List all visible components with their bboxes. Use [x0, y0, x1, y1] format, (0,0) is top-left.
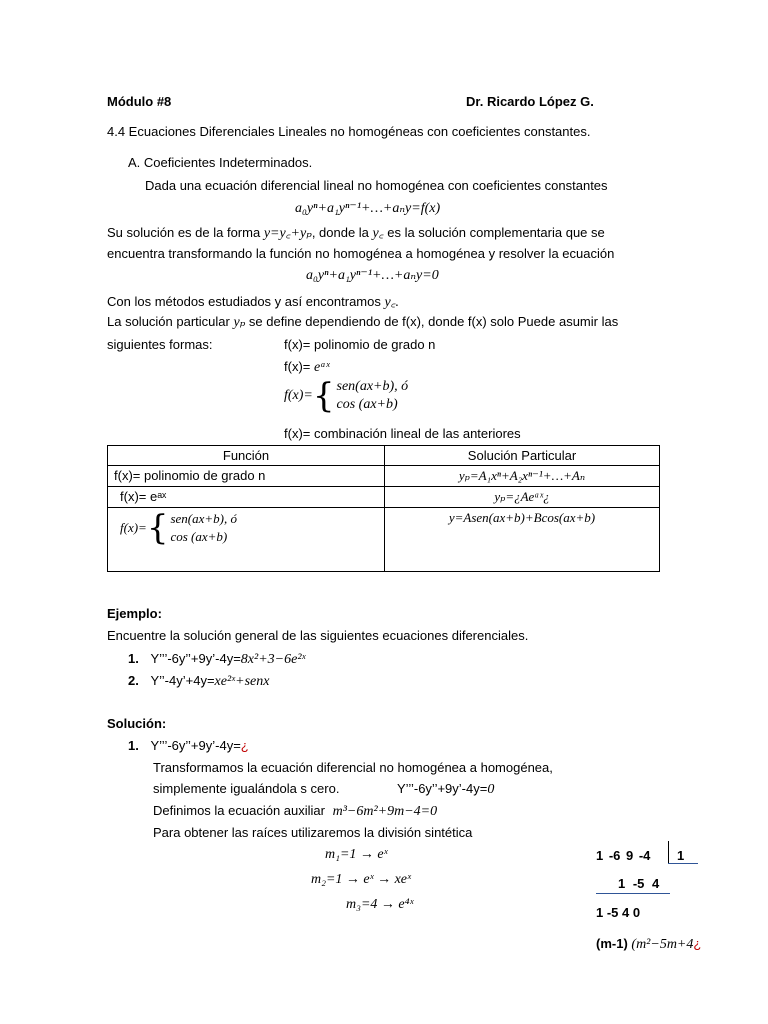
table-trig-lhs: f(x)= [120, 520, 147, 535]
example-item-lhs: Y’’’-6y’’+9y’-4y= [150, 651, 241, 666]
methods-yc: y꜀. [384, 295, 400, 310]
form-combination: f(x)= combinación lineal de las anteriores [284, 426, 521, 441]
solution-homogeneous-eq [397, 781, 494, 798]
methods-line [107, 292, 399, 311]
solution-form-text-2: , donde la [311, 225, 369, 240]
table-trig-top: sen(ax+b), ó [170, 511, 237, 526]
table-cell-function: f(x)= eᵃˣ [108, 487, 385, 508]
form-trig-bottom: cos (ax+b) [336, 397, 398, 412]
part-a-intro: Dada una ecuación diferencial lineal no homogénea con coeficientes constantes [145, 178, 608, 193]
auxiliary-text: Definimos la ecuación auxiliar [153, 803, 325, 818]
synthetic-row-result: 1 -5 4 0 [596, 905, 641, 920]
example-item-number: 2. [128, 673, 139, 688]
example-item-rhs: xe²ˣ+senx [214, 674, 270, 689]
example-item [128, 651, 305, 668]
table-header-function: Función [108, 446, 385, 466]
form-exponential [284, 359, 330, 376]
solution-form-line [107, 223, 605, 242]
solution-form-text-3: es la solución complementaria que se [387, 225, 605, 240]
form-exponential-expr: eᵃˣ [314, 360, 330, 375]
solution-item-mark: ¿ [240, 738, 249, 753]
synthetic-sum-line [596, 893, 670, 894]
example-label: Ejemplo: [107, 606, 162, 621]
root-line: m₁=1 → eˣ [325, 847, 388, 862]
particular-line [107, 314, 618, 331]
synthetic-row-products: 1 -5 4 [618, 876, 660, 891]
particular-text: La solución particular [107, 314, 230, 329]
left-brace-icon: { [146, 508, 169, 548]
section-title: 4.4 Ecuaciones Diferenciales Lineales no homogéneas con coeficientes constantes. [107, 124, 591, 139]
paragraph-line: encuentra transformando la función no homogénea a homogénea y resolver la ecuación [107, 246, 615, 261]
equation-nonhomogeneous: a₀yⁿ+a₁yⁿ⁻¹+…+aₙy=f(x) [295, 201, 441, 216]
table-cell-function [108, 508, 385, 572]
solution-item [128, 738, 249, 753]
solution-paragraph: Para obtener las raíces utilizaremos la división sintética [153, 825, 473, 840]
auxiliary-equation: m³−6m²+9m−4=0 [332, 804, 438, 819]
root-line: m₂=1 → eˣ → xeˣ [311, 872, 411, 887]
table-cell-solution: yₚ=¿Aeᵃˣ¿ [385, 487, 660, 508]
solution-paragraph: Transformamos la ecuación diferencial no homogénea a homogénea, [153, 760, 553, 775]
module-label: Módulo #8 [107, 94, 172, 109]
example-item-number: 1. [128, 651, 139, 666]
particular-yp: yₚ [233, 315, 246, 330]
solution-form-equation: y=y꜀+yₚ [263, 226, 312, 241]
solution-form-yc: y꜀ [372, 226, 384, 241]
solution-paragraph: simplemente igualándola s cero. [153, 781, 340, 796]
synthetic-divider [668, 841, 669, 863]
form-trig [284, 378, 408, 414]
particular-text-2: se define dependiendo de f(x), donde f(x) solo Puede asumir las [248, 314, 619, 329]
table-header-row [108, 446, 660, 466]
part-a-heading: A. Coeficientes Indeterminados. [128, 155, 313, 170]
solution-label: Solución: [107, 716, 167, 731]
table-row [108, 487, 660, 508]
table-row [108, 508, 660, 572]
table-row [108, 466, 660, 487]
synthetic-factor [596, 936, 701, 953]
author-name: Dr. Ricardo López G. [466, 94, 594, 109]
methods-text: Con los métodos estudiados y así encontramos [107, 294, 381, 309]
example-item-lhs: Y’’-4y’+4y= [150, 673, 215, 688]
table-trig-bottom: cos (ax+b) [170, 529, 228, 544]
form-exponential-prefix: f(x)= [284, 359, 311, 374]
root-line: m₃=4 → e⁴ˣ [346, 897, 414, 912]
equation-homogeneous: a₀yⁿ+a₁yⁿ⁻¹+…+aₙy=0 [306, 268, 439, 283]
example-instruction: Encuentre la solución general de las siguientes ecuaciones diferenciales. [107, 628, 529, 643]
table-header-solution: Solución Particular [385, 446, 660, 466]
synthetic-row-coefficients: 1 -6 9 -4 [596, 848, 651, 863]
form-polynomial: f(x)= polinomio de grado n [284, 337, 436, 352]
solution-homogeneous-zero: 0 [487, 782, 495, 797]
synthetic-factor-expr: (m²−5m+4 [631, 937, 694, 952]
solution-item-number: 1. [128, 738, 139, 753]
auxiliary-equation-line [153, 803, 437, 820]
synthetic-divisor: 1 [677, 848, 685, 863]
left-brace-icon: { [312, 376, 335, 416]
forms-label: siguientes formas: [107, 337, 213, 352]
solution-form-text: Su solución es de la forma [107, 225, 261, 240]
example-item-rhs: 8x²+3−6e²ˣ [240, 652, 306, 667]
synthetic-factor-label: (m-1) [596, 936, 628, 951]
table-cell-solution: yₚ=A₁xⁿ+A₂xⁿ⁻¹+…+Aₙ [385, 466, 660, 487]
table-cell-function: f(x)= polinomio de grado n [108, 466, 385, 487]
example-item [128, 673, 269, 690]
solution-item-eq: Y’’’-6y’’+9y’-4y= [150, 738, 241, 753]
form-trig-top: sen(ax+b), ó [336, 379, 409, 394]
form-trig-lhs: f(x)= [284, 388, 313, 403]
synthetic-divisor-underline [668, 863, 698, 864]
solutions-table [107, 445, 660, 572]
table-cell-solution: y=Asen(ax+b)+Bcos(ax+b) [385, 508, 660, 572]
solution-homogeneous-lhs: Y’’’-6y’’+9y’-4y= [397, 781, 488, 796]
synthetic-factor-mark: ¿ [693, 936, 702, 951]
